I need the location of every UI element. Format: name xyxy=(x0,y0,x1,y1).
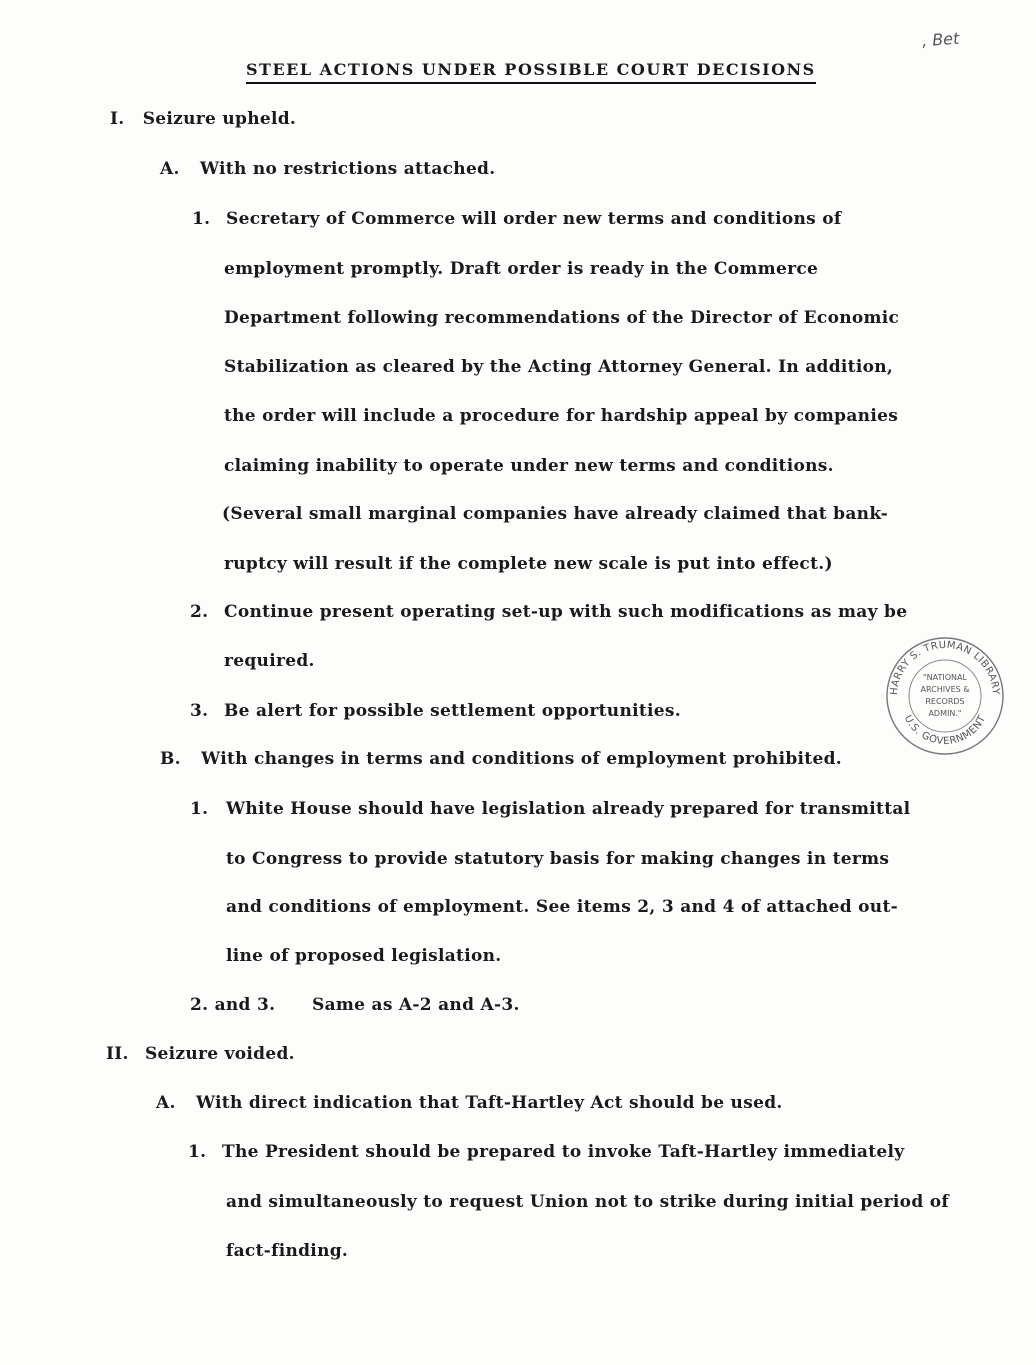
item-marker-i-a-1: 1. xyxy=(192,209,211,229)
subsection-heading-i-a xyxy=(160,158,495,180)
item-line: the order will include a procedure for hardship appeal by companies xyxy=(224,406,899,426)
section-text: Seizure upheld. xyxy=(142,109,297,129)
subsection-text: With changes in terms and conditions of employment prohibited. xyxy=(201,749,842,769)
item-line: The President should be prepared to invoke Taft-Hartley immediately xyxy=(222,1142,905,1162)
item-line: Continue present operating set-up with such modifications as may be xyxy=(224,602,908,622)
item-marker-i-a-3: 3. xyxy=(190,701,209,721)
section-marker: II. xyxy=(106,1044,129,1064)
item-marker-ii-a-1: 1. xyxy=(188,1142,207,1162)
subsection-marker: A. xyxy=(156,1093,176,1113)
item-line: (Several small marginal companies have already claimed that bank- xyxy=(222,504,889,524)
stamp-center-line: ADMIN." xyxy=(928,709,962,718)
item-line: Department following recommendations of the Director of Economic xyxy=(224,308,900,328)
subsection-heading-i-b xyxy=(160,748,842,770)
section-text: Seizure voided. xyxy=(144,1044,295,1064)
document-title: STEEL ACTIONS UNDER POSSIBLE COURT DECISIONS xyxy=(246,60,816,84)
subsection-heading-ii-a xyxy=(156,1092,783,1114)
item-line: required. xyxy=(224,651,315,671)
item-line: Secretary of Commerce will order new terms and conditions of xyxy=(226,209,842,229)
stamp-center-line: "NATIONAL xyxy=(923,673,967,682)
subsection-text: With direct indication that Taft-Hartley Act should be used. xyxy=(195,1093,783,1113)
item-line: and conditions of employment. See items 2, 3 and 4 of attached out- xyxy=(226,897,898,917)
item-line: Same as A-2 and A-3. xyxy=(312,995,520,1015)
stamp-center-line: RECORDS xyxy=(925,697,965,706)
item-line: fact-finding. xyxy=(226,1241,349,1261)
section-heading-i xyxy=(110,108,296,130)
subsection-marker: B. xyxy=(160,749,181,769)
item-line: claiming inability to operate under new terms and conditions. xyxy=(224,456,834,476)
item-line: and simultaneously to request Union not to strike during initial period of xyxy=(226,1192,949,1212)
section-heading-ii xyxy=(106,1043,295,1065)
item-line: Stabilization as cleared by the Acting Attorney General. In addition, xyxy=(224,357,894,377)
item-line: Be alert for possible settlement opportunities. xyxy=(224,701,682,721)
item-line: employment promptly. Draft order is ready in the Commerce xyxy=(224,259,819,279)
stamp-ring-top-text: HARRY S. TRUMAN LIBRARY xyxy=(888,639,1002,696)
subsection-text: With no restrictions attached. xyxy=(199,159,496,179)
item-marker-i-a-2: 2. xyxy=(190,602,209,622)
stamp-center-line: ARCHIVES & xyxy=(920,685,970,694)
item-marker-i-b-1: 1. xyxy=(190,799,209,819)
item-line: line of proposed legislation. xyxy=(226,946,502,966)
item-line: to Congress to provide statutory basis for making changes in terms xyxy=(226,849,890,869)
stamp-inner-ring xyxy=(909,660,981,732)
item-line: ruptcy will result if the complete new scale is put into effect.) xyxy=(224,554,833,574)
section-marker: I. xyxy=(110,109,125,129)
archive-stamp xyxy=(883,634,1007,758)
stamp-ring-bottom-text: U.S. GOVERNMENT xyxy=(901,713,989,748)
subsection-marker: A. xyxy=(160,159,180,179)
item-marker-i-b-2-3: 2. and 3. xyxy=(190,995,276,1015)
handwritten-note: , Bet xyxy=(921,28,960,51)
item-line: White House should have legislation already prepared for transmittal xyxy=(226,799,911,819)
